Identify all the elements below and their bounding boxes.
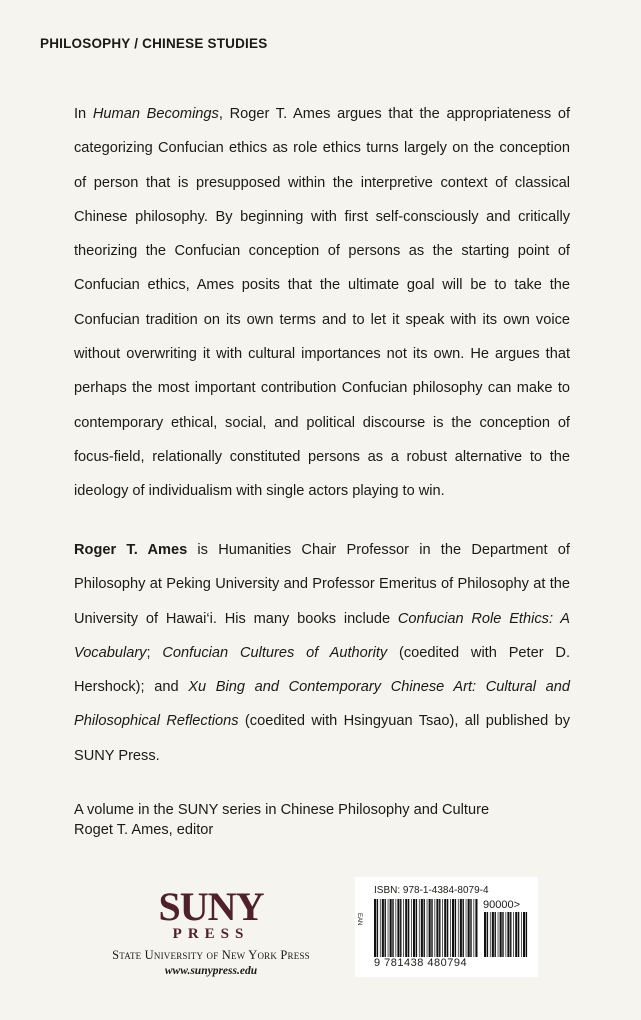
blurb-text: , Roger T. Ames argues that the appropriateness of categorizing Confucian ethics as role ethics turns largely on the conception of person that is presupposed within the interpretive context of classical Chinese philosophy. By beginning with first self-consciously and critically theorizing the Confucian conception of persons as the starting point of Confucian ethics, Ames posits that the ultimate goal will be to take the Confucian tradition on its own terms and to let it speak with its own voice without overwriting it with cultural importances not its own. He argues that perhaps the most important contribution Confucian philosophy can make to contemporary ethical, social, and political discourse is the conception of focus-field, relationally constituted persons as a robust alternative to the ideology of individualism with single actors playing to win. bbox=[74, 106, 570, 500]
logo-wordmark: SUNY bbox=[158, 884, 264, 929]
bio-text: (coedited with Hsingyuan Tsao), all published by SUNY Press. bbox=[74, 713, 571, 764]
author-name: Roger T. Ames bbox=[74, 542, 188, 558]
publisher-logo bbox=[96, 884, 326, 977]
barcode bbox=[355, 877, 538, 977]
barcode-addon-bars-icon bbox=[484, 912, 529, 957]
book-title: Confucian Role Ethics: A Vocabulary bbox=[74, 610, 570, 661]
book-title: Xu Bing and Contemporary Chinese Art: Cultural and Philosophical Reflections bbox=[74, 679, 570, 730]
description-paragraph bbox=[74, 97, 570, 509]
barcode-bars-icon bbox=[374, 899, 479, 957]
series-title: A volume in the SUNY series in Chinese Philosophy and Culture bbox=[74, 802, 490, 818]
author-bio bbox=[74, 533, 570, 773]
barcode-digits: 9 781438 480794 bbox=[374, 957, 468, 969]
blurb-text: In bbox=[74, 106, 93, 122]
bio-text: ; bbox=[146, 644, 163, 661]
book-title: Human Becomings bbox=[92, 106, 219, 122]
series-editor: Roget T. Ames, editor bbox=[74, 822, 214, 838]
bio-text: (coedited with Peter D. Hershock); and bbox=[74, 644, 571, 696]
series-note bbox=[74, 800, 570, 840]
logo-press-word: PRESS bbox=[172, 926, 250, 942]
isbn-label: ISBN: 978-1-4384-8079-4 bbox=[374, 885, 489, 896]
publisher-url: www.sunypress.edu bbox=[164, 965, 258, 977]
book-title: Confucian Cultures of Authority bbox=[162, 644, 388, 661]
price-code: 90000> bbox=[483, 899, 521, 911]
category-label: PHILOSOPHY / CHINESE STUDIES bbox=[40, 36, 268, 51]
bio-text: is Humanities Chair Professor in the Department of Philosophy at Peking University and Professor Emeritus of Philosophy at the University of Hawai‘i. His many books include bbox=[74, 542, 570, 627]
ean-tag: EAN bbox=[356, 913, 362, 926]
publisher-name: State University of New York Press bbox=[112, 948, 310, 962]
